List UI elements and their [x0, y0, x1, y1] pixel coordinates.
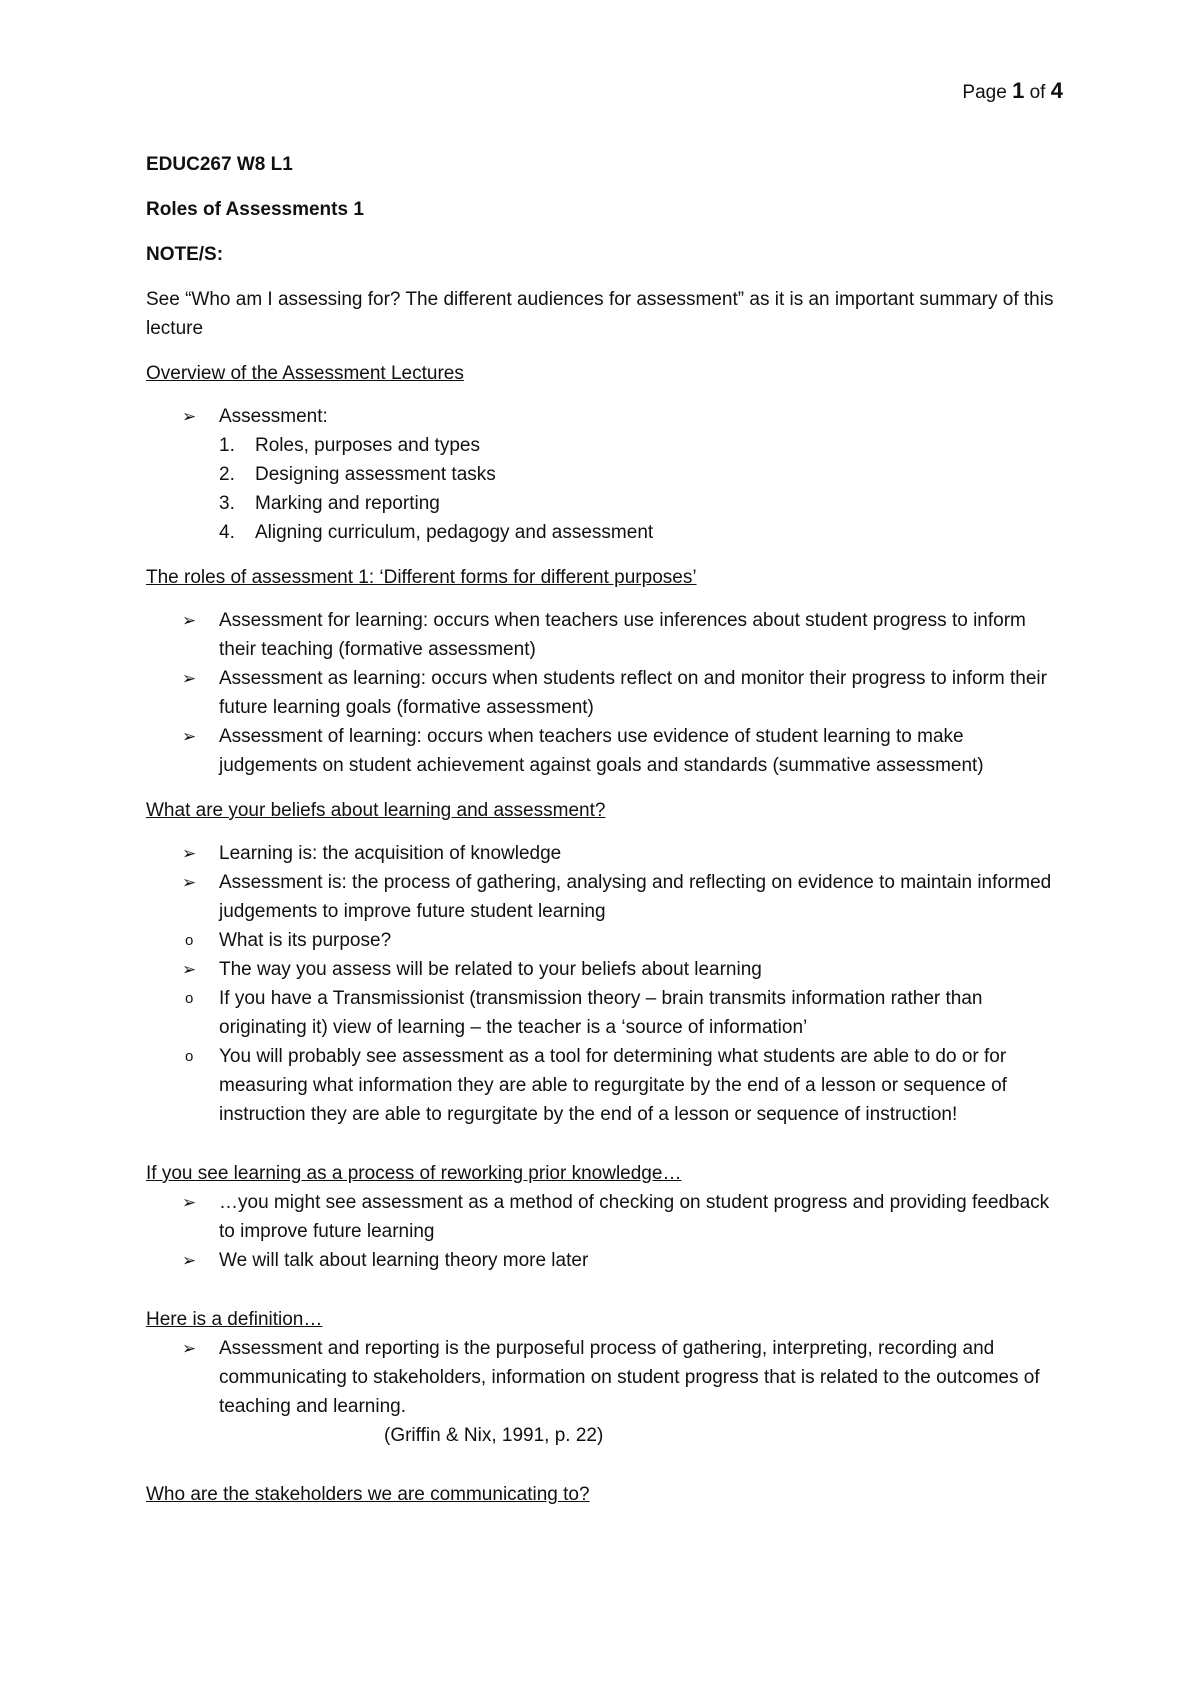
page-of: of: [1029, 82, 1046, 103]
arrow-bullet-icon: ➢: [182, 960, 197, 979]
reworking-section: [146, 1188, 1066, 1275]
sub-list: [146, 926, 1066, 955]
citation: (Griffin & Nix, 1991, p. 22): [384, 1425, 604, 1446]
sub-list-item: [146, 1042, 1066, 1129]
arrow-bullet-icon: ➢: [182, 611, 197, 630]
page-number: [962, 78, 1063, 104]
numbered-item: [219, 489, 1066, 518]
arrow-bullet-icon: ➢: [182, 669, 197, 688]
sub-list: [146, 984, 1066, 1129]
sub-list-item: [146, 926, 1066, 955]
roles-list: [146, 606, 1066, 780]
numbered-item: [219, 460, 1066, 489]
sub-list-item: [146, 984, 1066, 1042]
arrow-bullet-icon: ➢: [182, 844, 197, 863]
list-item-text: Assessment:: [219, 406, 328, 427]
arrow-bullet-icon: ➢: [182, 1339, 197, 1358]
list-item: [146, 1246, 1066, 1275]
roles-heading: The roles of assessment 1: ‘Different forms for different purposes’: [146, 567, 697, 588]
arrow-bullet-icon: ➢: [182, 873, 197, 892]
list-item-text: Assessment of learning: occurs when teachers use evidence of student learning to make judgements on student achievement against goals and standards (summative assessment): [219, 726, 984, 776]
numbered-list-container: [146, 431, 1066, 547]
list-item-text: …you might see assessment as a method of checking on student progress and providing feedback to improve future learning: [219, 1192, 1050, 1242]
document-body: [146, 150, 1066, 1523]
numbered-item-text: Marking and reporting: [255, 493, 440, 514]
list-item: [146, 1188, 1066, 1246]
beliefs-section: [146, 839, 1066, 1129]
page-prefix: Page: [962, 82, 1007, 103]
beliefs-heading: What are your beliefs about learning and assessment?: [146, 800, 606, 821]
list-item-text: Assessment for learning: occurs when teachers use inferences about student progress to inform their teaching (formative assessment): [219, 610, 1026, 660]
note-text: See “Who am I assessing for? The different audiences for assessment” as it is an important summary of this lecture: [146, 289, 1054, 339]
item-number: 2.: [219, 464, 235, 485]
numbered-item: [219, 431, 1066, 460]
reworking-list: [146, 1188, 1066, 1275]
sub-list-item-text: If you have a Transmissionist (transmission theory – brain transmits information rather than originating it) view of learning – the teacher is a ‘source of information’: [219, 988, 983, 1038]
overview-list: [146, 402, 1066, 547]
list-item: [146, 402, 1066, 431]
numbered-item: [219, 518, 1066, 547]
overview-numbered-list: [219, 431, 1066, 547]
overview-heading: Overview of the Assessment Lectures: [146, 363, 464, 384]
roles-section: [146, 606, 1066, 780]
list-item-text: Assessment is: the process of gathering, analysing and reflecting on evidence to maintain informed judgements to improve future student learning: [219, 872, 1052, 922]
list-item: [146, 722, 1066, 780]
arrow-bullet-icon: ➢: [182, 407, 197, 426]
list-item-text: Assessment and reporting is the purposeful process of gathering, interpreting, recording and communicating to stakeholders, information on student progress that is related to the outcomes of teaching and learning.: [219, 1338, 1040, 1417]
sub-list-item-text: What is its purpose?: [219, 930, 392, 951]
definition-heading: Here is a definition…: [146, 1309, 323, 1330]
list-item: [146, 606, 1066, 664]
beliefs-list: [146, 839, 1066, 1129]
list-item: [146, 868, 1066, 955]
list-item: [146, 664, 1066, 722]
list-item-text: The way you assess will be related to your beliefs about learning: [219, 959, 762, 980]
circle-bullet-icon: o: [185, 990, 194, 1007]
list-item: [146, 839, 1066, 868]
page-current: 1: [1012, 78, 1025, 103]
circle-bullet-icon: o: [185, 1048, 194, 1065]
list-item-text: Learning is: the acquisition of knowledge: [219, 843, 562, 864]
item-number: 1.: [219, 435, 235, 456]
circle-bullet-icon: o: [185, 932, 194, 949]
course-code: EDUC267 W8 L1: [146, 154, 293, 175]
item-number: 3.: [219, 493, 235, 514]
arrow-bullet-icon: ➢: [182, 727, 197, 746]
page-total: 4: [1050, 78, 1063, 103]
arrow-bullet-icon: ➢: [182, 1193, 197, 1212]
stakeholders-heading: Who are the stakeholders we are communicating to?: [146, 1484, 590, 1505]
reworking-heading: If you see learning as a process of reworking prior knowledge…: [146, 1163, 682, 1184]
numbered-item-text: Roles, purposes and types: [255, 435, 480, 456]
list-item-text: Assessment as learning: occurs when students reflect on and monitor their progress to inform their future learning goals (formative assessment): [219, 668, 1047, 718]
definition-list: [146, 1334, 1066, 1421]
numbered-item-text: Designing assessment tasks: [255, 464, 496, 485]
list-item: [146, 955, 1066, 1129]
definition-section: [146, 1334, 1066, 1450]
numbered-item-text: Aligning curriculum, pedagogy and assessment: [255, 522, 654, 543]
document-title: Roles of Assessments 1: [146, 199, 364, 220]
item-number: 4.: [219, 522, 235, 543]
list-item: [146, 1334, 1066, 1421]
overview-section: [146, 402, 1066, 547]
list-item-text: We will talk about learning theory more later: [219, 1250, 589, 1271]
notes-label: NOTE/S:: [146, 244, 224, 265]
arrow-bullet-icon: ➢: [182, 1251, 197, 1270]
sub-list-item-text: You will probably see assessment as a tool for determining what students are able to do or for measuring what information they are able to regurgitate by the end of a lesson or sequence of instruction they are able to regurgitate by the end of a lesson or sequence of instruction!: [219, 1046, 1007, 1125]
